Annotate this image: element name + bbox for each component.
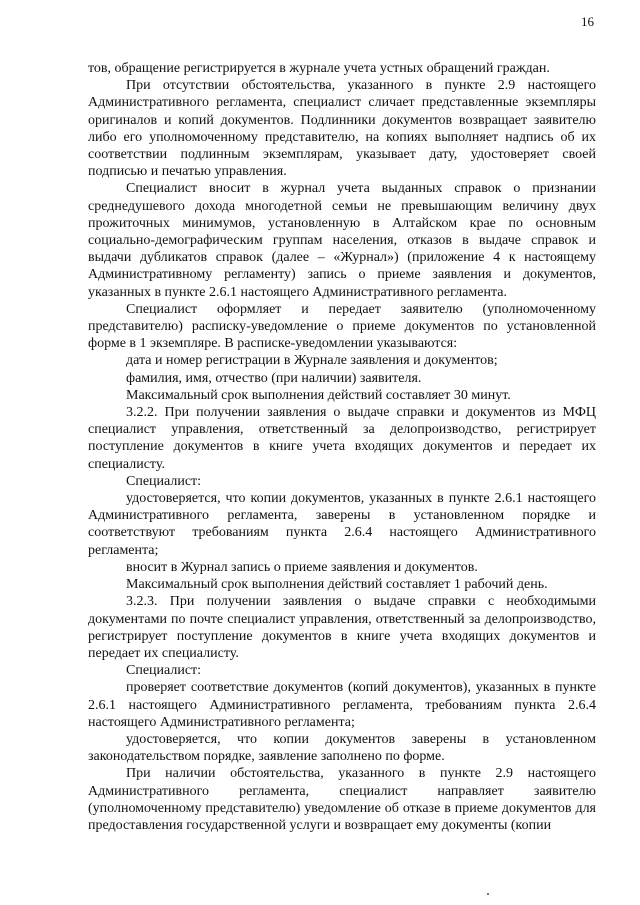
paragraph-1: тов, обращение регистрируется в журнале учета устных обращений граждан. (88, 61, 550, 76)
specialist-label-2: Специалист: (126, 663, 202, 679)
page-number: 16 (581, 14, 594, 29)
paragraph-3: Специалист вносит в журнал учета выданных справок о признании среднедушевого дохода многодетной семьи не превышающим величину двух прожиточных минимумов, установленную в Алтайском крае по основным социально-демографическим группам населения, отказов в выдаче справок и выдачи дубликатов справок (далее – «Журнал») (приложение 4 к настоящему Административному регламенту) запись о приеме заявления и документов, указанных в пункте 2.6.1 настоящего Административного регламента. (88, 181, 596, 300)
list-item-check-compliance: проверяет соответствие документов (копий документов), указанных в пункте 2.6.1 настоящего Административного регламента, требованиям пункта 2.6.4 настоящего Административного регламента; (88, 680, 596, 730)
time-limit-1-day: Максимальный срок выполнения действий составляет 1 рабочий день. (126, 577, 548, 593)
list-item-registration: дата и номер регистрации в Журнале заявления и документов; (126, 353, 498, 369)
paragraph-2: При отсутствии обстоятельства, указанного в пункте 2.9 настоящего Административного регламента, специалист сличает представленные экземпляры оригиналов и копий документов. Подлинники документов возвращает заявителю либо его уполномоченному представителю, на копиях выполняет надпись об их соответствии подлинным экземплярам, указывает дату, удостоверяет своей подписью и печатью управления. (88, 78, 596, 180)
time-limit-30-min: Максимальный срок выполнения действий составляет 30 минут. (126, 387, 511, 403)
list-item-certified-copies: удостоверяется, что копии документов заверены в установленном законодательством порядке, заявление заполнено по форме. (88, 731, 596, 765)
list-item-journal-entry: вносит в Журнал запись о приеме заявления и документов. (126, 559, 478, 575)
paragraph-refusal: При наличии обстоятельства, указанного в пункте 2.9 настоящего Административного регламента, специалист направляет заявителю (уполномоченному представителю) уведомление об отказе в приеме документов для предоставления государственной услуги и возвращает ему документы (копии (88, 766, 596, 833)
specialist-label-1: Специалист: (126, 473, 202, 489)
document-body (88, 60, 596, 834)
scan-artifact (487, 893, 489, 895)
list-item-applicant-name: фамилия, имя, отчество (при наличии) заявителя. (126, 370, 422, 386)
paragraph-4: Специалист оформляет и передает заявителю (уполномоченному представителю) расписку-уведомление о приеме документов по установленной форме в 1 экземпляре. В расписке-уведомлении указываются: (88, 301, 596, 352)
section-3-2-2: 3.2.2. При получении заявления о выдаче справки и документов из МФЦ специалист управления, ответственный за делопроизводство, регистрирует поступление документов в книге учета входящих документов и передает их специалисту. (88, 405, 596, 472)
list-item-verify-copies: удостоверяется, что копии документов, указанных в пункте 2.6.1 настоящего Административного регламента, заверены в установленном порядке и соответствуют требованиям пункта 2.6.4 настоящего Административного регламента; (88, 491, 596, 558)
section-3-2-3: 3.2.3. При получении заявления о выдаче справки с необходимыми документами по почте специалист управления, ответственный за делопроизводство, регистрирует поступление документов в книге учета входящих документов и передает их специалисту. (88, 594, 596, 661)
